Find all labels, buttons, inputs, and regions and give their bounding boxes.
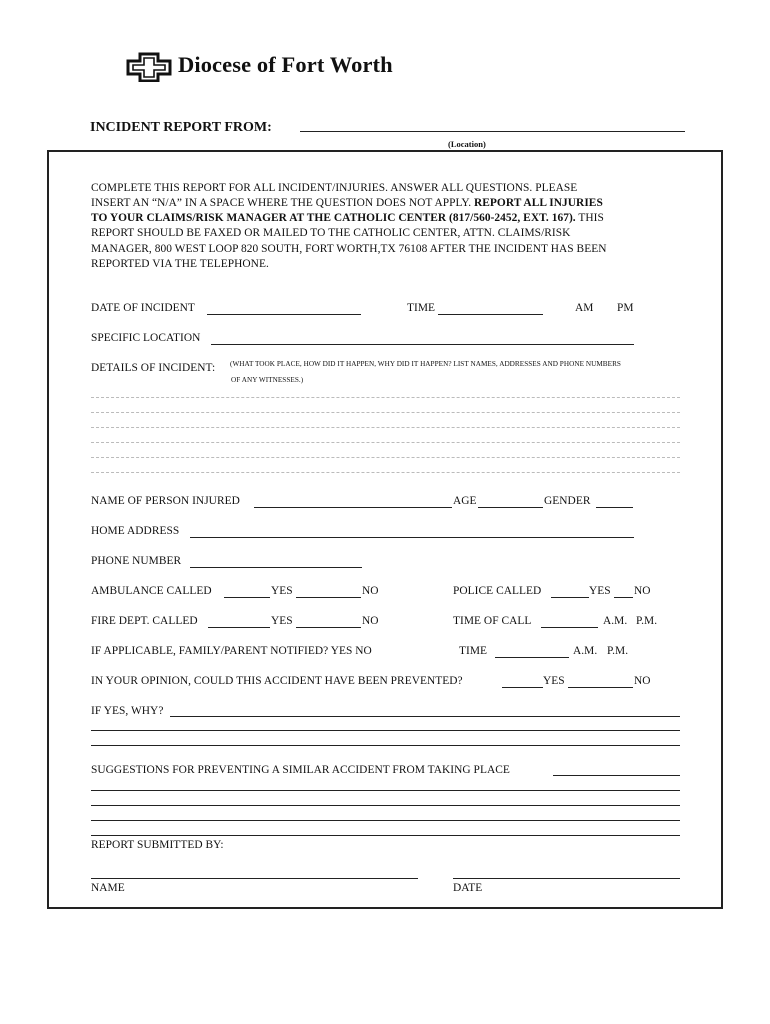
- prevented-yes-field[interactable]: [502, 687, 543, 688]
- page-title: INCIDENT REPORT FROM:: [90, 120, 272, 135]
- specific-location-field[interactable]: [211, 344, 634, 345]
- suggestions-label: SUGGESTIONS FOR PREVENTING A SIMILAR ACCIDENT FROM TAKING PLACE: [91, 764, 510, 776]
- instructions-line-1: COMPLETE THIS REPORT FOR ALL INCIDENT/INJURIES. ANSWER ALL QUESTIONS. PLEASE: [91, 182, 578, 194]
- police-yes-field[interactable]: [551, 597, 589, 598]
- name-injured-label: NAME OF PERSON INJURED: [91, 495, 240, 507]
- police-no-label: NO: [634, 585, 651, 597]
- details-label: DETAILS OF INCIDENT:: [91, 362, 216, 374]
- fire-no-label: NO: [362, 615, 379, 627]
- fire-no-field[interactable]: [296, 627, 361, 628]
- instructions-text: INSERT AN “N/A” IN A SPACE WHERE THE QUESTION DOES NOT APPLY.: [91, 197, 474, 209]
- details-line[interactable]: [91, 457, 680, 458]
- ambulance-yes-field[interactable]: [224, 597, 270, 598]
- details-line[interactable]: [91, 397, 680, 398]
- police-label: POLICE CALLED: [453, 585, 542, 597]
- instructions-emphasis: TO YOUR CLAIMS/RISK MANAGER AT THE CATHOLIC CENTER (817/560-2452, EXT. 167).: [91, 212, 576, 224]
- name-injured-field[interactable]: [254, 507, 452, 508]
- details-note-1: (WHAT TOOK PLACE, HOW DID IT HAPPEN, WHY DID IT HAPPEN? LIST NAMES, ADDRESSES AND PHONE NUMBERS: [230, 360, 621, 368]
- time-of-call-field[interactable]: [541, 627, 598, 628]
- details-line[interactable]: [91, 427, 680, 428]
- ambulance-no-field[interactable]: [296, 597, 361, 598]
- family-notified-label: IF APPLICABLE, FAMILY/PARENT NOTIFIED? YES NO: [91, 645, 372, 657]
- am-option[interactable]: AM: [575, 302, 594, 314]
- date-signature-line[interactable]: [453, 878, 680, 879]
- time-field[interactable]: [438, 314, 543, 315]
- instructions-line-3: [91, 212, 604, 224]
- instructions-line-4: REPORT SHOULD BE FAXED OR MAILED TO THE CATHOLIC CENTER, ATTN. CLAIMS/RISK: [91, 227, 571, 239]
- date-field[interactable]: [207, 314, 361, 315]
- instructions-line-6: REPORTED VIA THE TELEPHONE.: [91, 258, 269, 270]
- specific-location-label: SPECIFIC LOCATION: [91, 332, 201, 344]
- family-time-field[interactable]: [495, 657, 569, 658]
- name-signature-line[interactable]: [91, 878, 418, 879]
- suggestions-line[interactable]: [91, 835, 680, 836]
- suggestions-line[interactable]: [91, 820, 680, 821]
- fire-yes-field[interactable]: [208, 627, 270, 628]
- details-line[interactable]: [91, 472, 680, 473]
- gender-field[interactable]: [596, 507, 633, 508]
- ambulance-yes-label: YES: [271, 585, 293, 597]
- instructions-emphasis: REPORT ALL INJURIES: [474, 197, 603, 209]
- suggestions-line[interactable]: [91, 790, 680, 791]
- date-caption: DATE: [453, 882, 483, 894]
- time-label: TIME: [407, 302, 436, 314]
- details-line[interactable]: [91, 442, 680, 443]
- prevented-label: IN YOUR OPINION, COULD THIS ACCIDENT HAVE BEEN PREVENTED?: [91, 675, 463, 687]
- if-yes-label: IF YES, WHY?: [91, 705, 164, 717]
- location-caption: (Location): [448, 139, 486, 149]
- details-line[interactable]: [91, 412, 680, 413]
- instructions-line-5: MANAGER, 800 WEST LOOP 820 SOUTH, FORT WORTH,TX 76108 AFTER THE INCIDENT HAS BEEN: [91, 243, 607, 255]
- home-address-field[interactable]: [190, 537, 634, 538]
- time-of-call-am[interactable]: A.M.: [603, 615, 628, 627]
- prevented-no-field[interactable]: [568, 687, 633, 688]
- family-time-pm[interactable]: P.M.: [607, 645, 629, 657]
- location-line[interactable]: [300, 131, 685, 132]
- time-of-call-pm[interactable]: P.M.: [636, 615, 658, 627]
- gender-label: GENDER: [544, 495, 591, 507]
- police-yes-label: YES: [589, 585, 611, 597]
- if-yes-line[interactable]: [91, 730, 680, 731]
- instructions-line-2: [91, 197, 603, 209]
- family-time-label: TIME: [459, 645, 488, 657]
- date-label: DATE OF INCIDENT: [91, 302, 195, 314]
- name-caption: NAME: [91, 882, 125, 894]
- suggestions-line[interactable]: [91, 805, 680, 806]
- suggestions-field[interactable]: [553, 775, 680, 776]
- police-no-field[interactable]: [614, 597, 633, 598]
- instructions-text: THIS: [575, 212, 604, 224]
- pm-option[interactable]: PM: [617, 302, 634, 314]
- submitted-by-label: REPORT SUBMITTED BY:: [91, 839, 224, 851]
- phone-label: PHONE NUMBER: [91, 555, 182, 567]
- home-address-label: HOME ADDRESS: [91, 525, 180, 537]
- age-label: AGE: [453, 495, 477, 507]
- prevented-no-label: NO: [634, 675, 651, 687]
- fire-yes-label: YES: [271, 615, 293, 627]
- if-yes-line[interactable]: [91, 745, 680, 746]
- phone-field[interactable]: [190, 567, 362, 568]
- if-yes-field[interactable]: [170, 716, 680, 717]
- org-name: Diocese of Fort Worth: [178, 52, 393, 77]
- age-field[interactable]: [478, 507, 543, 508]
- fire-label: FIRE DEPT. CALLED: [91, 615, 198, 627]
- ambulance-label: AMBULANCE CALLED: [91, 585, 212, 597]
- cross-icon: [124, 52, 174, 82]
- ambulance-no-label: NO: [362, 585, 379, 597]
- details-note-2: OF ANY WITNESSES.): [231, 376, 304, 384]
- prevented-yes-label: YES: [543, 675, 565, 687]
- family-time-am[interactable]: A.M.: [573, 645, 598, 657]
- time-of-call-label: TIME OF CALL: [453, 615, 532, 627]
